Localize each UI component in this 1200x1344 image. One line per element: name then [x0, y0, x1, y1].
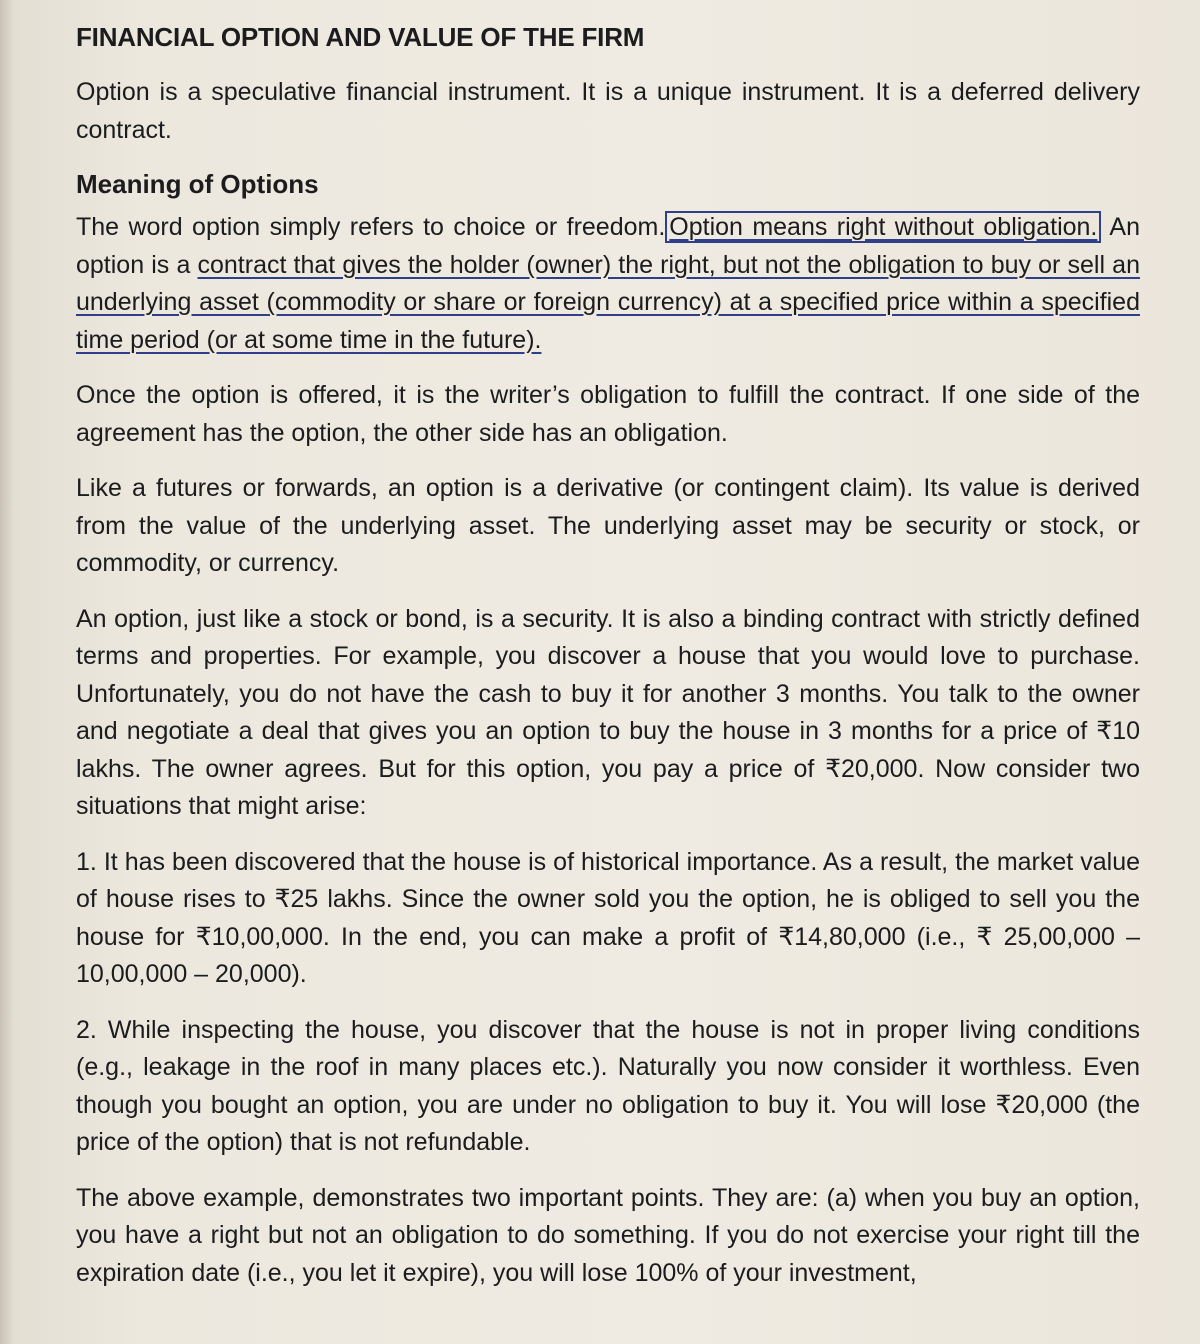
page-content: [76, 18, 1140, 1292]
page-title: FINANCIAL OPTION AND VALUE OF THE FIRM: [76, 22, 645, 52]
derivative-paragraph: Like a futures or forwards, an option is a derivative (or contingent claim). Its value is derived from the value of the underlying asset. The underlying asset may be security or stock, or commodity, or currency.: [76, 474, 1140, 577]
meaning-text-2: An option is a: [76, 213, 1140, 279]
intro-paragraph: Option is a speculative financial instrument. It is a unique instrument. It is a deferred delivery contract.: [76, 78, 1140, 144]
meaning-text-1: The word option simply refers to choice or freedom.: [76, 213, 666, 241]
situation-2-paragraph: 2. While inspecting the house, you discover that the house is not in proper living conditions (e.g., leakage in the roof in many places etc.). Naturally you now consider it worthless. Even though you bought an option, you are under no obligation to buy it. You will lose ₹20,000 (the price of the option) that is not refundable.: [76, 1015, 1140, 1156]
page-spine-shadow: [0, 0, 14, 1344]
meaning-paragraph: [76, 209, 1140, 359]
conclusion-paragraph: The above example, demonstrates two important points. They are: (a) when you buy an option, you have a right but not an obligation to do something. If you do not exercise your right till the expiration date (i.e., you let it expire), you will lose 100% of your investment,: [76, 1183, 1140, 1287]
example-paragraph: An option, just like a stock or bond, is a security. It is also a binding contract with strictly defined terms and properties. For example, you discover a house that you would love to purchase. Unfortunately, you do not have the cash to buy it for another 3 months. You talk to the owner and negotiate a deal that gives you an option to buy the house in 3 months for a price of ₹10 lakhs. The owner agrees. But for this option, you pay a price of ₹20,000. Now consider two situations that might arise:: [76, 604, 1140, 820]
section-heading: Meaning of Options: [76, 169, 319, 199]
writer-obligation-paragraph: Once the option is offered, it is the writer’s obligation to fulfill the contract. If one side of the agreement has the option, the other side has an obligation.: [76, 381, 1140, 447]
situation-1-paragraph: 1. It has been discovered that the house is of historical importance. As a result, the market value of house rises to ₹25 lakhs. Since the owner sold you the option, he is obliged to sell you the house for ₹10,00,000. In the end, you can make a profit of ₹14,80,000 (i.e., ₹ 25,00,000 – 10,00,000 – 20,000).: [76, 847, 1140, 988]
underlined-definition: contract that gives the holder (owner) the right, but not the obligation to buy or sell an underlying asset (commodity or share or foreign currency) at a specified price within a specified time period (or at some time in the future).: [76, 250, 1140, 354]
boxed-definition: Option means right without obligation.: [665, 211, 1101, 243]
